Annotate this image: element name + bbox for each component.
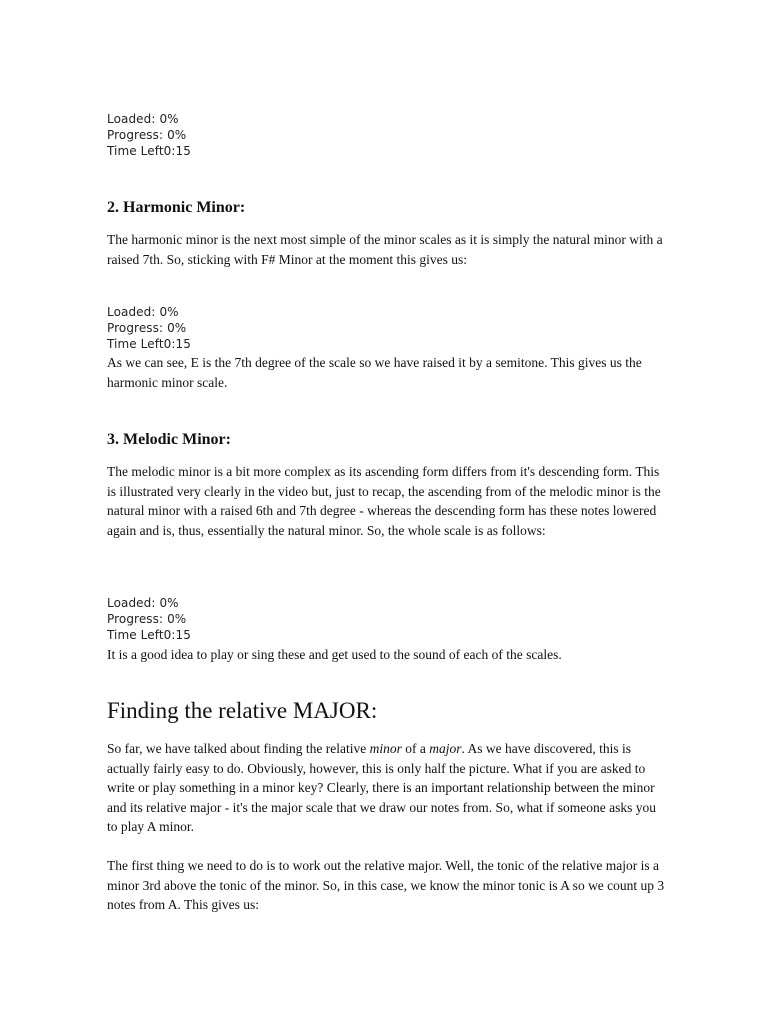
paragraph-text: of a — [401, 741, 430, 756]
progress-text: Progress: 0% — [107, 321, 187, 335]
melodic-minor-intro: The melodic minor is a bit more complex as its ascending form differs from it's descending form. This is illustrated very clearly in the video but, just to recap, the ascending from of the melodic minor is the natural minor with a raised 6th and 7th degree - whereas the descending form has these notes lowered again and is, thus, essentially the natural minor. So, the whole scale is as follows: — [107, 464, 661, 538]
loaded-text: Loaded: 0% — [107, 596, 179, 610]
melodic-minor-heading: 3. Melodic Minor: — [107, 431, 231, 448]
harmonic-minor-intro: The harmonic minor is the next most simple of the minor scales as it is simply the natural minor with a raised 7th. So, sticking with F# Minor at the moment this gives us: — [107, 232, 663, 267]
relative-major-paragraph-1 — [107, 739, 667, 837]
time-left-text: Time Left0:15 — [107, 337, 192, 351]
harmonic-minor-explanation: As we can see, E is the 7th degree of the scale so we have raised it by a semitone. This gives us the harmonic minor scale. — [107, 355, 642, 390]
progress-text: Progress: 0% — [107, 128, 187, 142]
relative-major-heading: Finding the relative MAJOR: — [107, 698, 378, 723]
paragraph-text: So far, we have talked about finding the relative — [107, 741, 370, 756]
time-left-text: Time Left0:15 — [107, 144, 192, 158]
emphasis-major: major — [429, 741, 462, 756]
relative-major-paragraph-2: The first thing we need to do is to work out the relative major. Well, the tonic of the relative major is a minor 3rd above the tonic of the minor. So, in this case, we know the minor tonic is A so we count up 3 notes from A. This gives us: — [107, 858, 665, 912]
media-player-status — [107, 111, 191, 159]
melodic-minor-tip: It is a good idea to play or sing these and get used to the sound of each of the scales. — [107, 647, 562, 662]
progress-text: Progress: 0% — [107, 612, 187, 626]
loaded-text: Loaded: 0% — [107, 305, 179, 319]
loaded-text: Loaded: 0% — [107, 112, 179, 126]
harmonic-minor-heading: 2. Harmonic Minor: — [107, 199, 246, 216]
media-player-status — [107, 304, 191, 352]
emphasis-minor: minor — [369, 741, 402, 756]
media-player-status — [107, 595, 191, 643]
paragraph-text: . As we have discovered, this is actually fairly easy to do. Obviously, however, this is only half the picture. What if you are asked to write or play something in a minor key? Clearly, there is an important relationship between the minor and its relative major - it's the major scale that we draw our notes from. So, what if someone asks you to play A minor. — [107, 741, 657, 834]
time-left-text: Time Left0:15 — [107, 628, 192, 642]
